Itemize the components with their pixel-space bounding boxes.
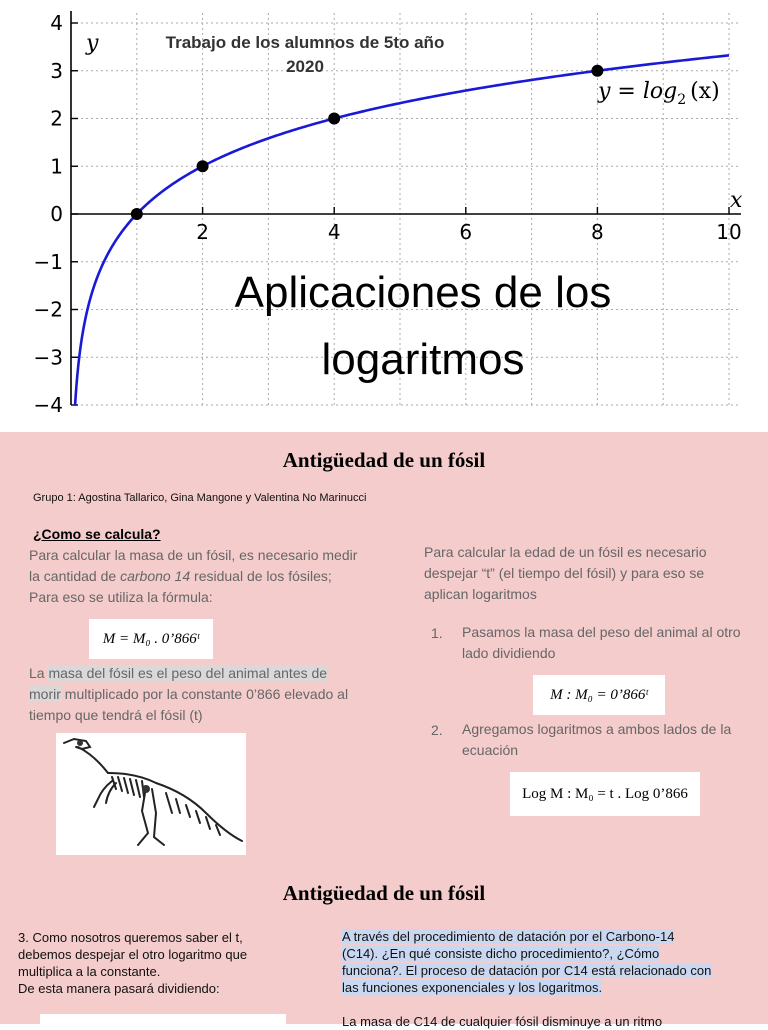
carbon14-highlight: A través del procedimiento de datación por el Carbono-14 (C14). ¿En qué consiste dicho procedimiento?, ¿Cómo funciona?. El proceso de datación por C14 está relacionado con las funciones exponenciales y los logaritmos.	[342, 929, 712, 995]
mass-paragraph	[29, 545, 359, 608]
mass-definition-a: La	[29, 665, 49, 681]
carbon14-paragraph-2: La masa de C14 de cualquier fósil disminuye a un ritmo	[342, 1014, 663, 1029]
group-members: Grupo 1: Agostina Tallarico, Gina Mangone y Valentina No Marinucci	[33, 492, 367, 504]
step3-line1: 3. Como nosotros queremos saber el t,	[18, 930, 243, 945]
curve-label-arg: (x)	[690, 79, 720, 104]
step3-line4: De esta manera pasará dividiendo:	[18, 981, 220, 996]
x-tick-label: 8	[591, 220, 604, 244]
x-tick-label: 4	[327, 220, 341, 244]
cover-title-line2: logaritmos	[321, 335, 525, 384]
y-axis-label: y	[86, 31, 99, 56]
curve-label	[597, 79, 720, 108]
step2-text: Agregamos logaritmos a ambos lados de la ecuación	[462, 721, 732, 758]
chart-point	[591, 65, 603, 77]
y-tick-label: 2	[50, 106, 63, 131]
mass-paragraph-b: residual de los fósiles; Para eso se utiliza la fórmula:	[29, 568, 332, 605]
formula-log: Log M : M₀ = t . Log 0’866	[510, 772, 700, 816]
y-tick-label: 4	[50, 11, 63, 35]
cover-title-line1: Aplicaciones de los	[234, 268, 612, 317]
section-heading: ¿Como se calcula?	[33, 526, 161, 542]
chart-point	[131, 208, 143, 220]
formula-mass: M = M₀ . 0’866ᵗ	[89, 619, 213, 659]
y-tick-label: −3	[33, 345, 63, 370]
y-tick-label: −1	[33, 249, 63, 274]
dinosaur-skeleton-image	[56, 733, 246, 855]
y-tick-label: 1	[50, 154, 63, 179]
curve-label-base: 2	[677, 92, 687, 108]
slide3-title: Antigüedad de un fósil	[282, 881, 486, 905]
y-tick-label: 0	[50, 202, 63, 226]
mass-definition-b: multiplicado por la constante 0’866 elevado al tiempo que tendrá el fósil (t)	[29, 686, 349, 723]
x-tick-label: 10	[716, 220, 742, 244]
age-paragraph: Para calcular la edad de un fósil es necesario despejar “t” (el tiempo del fósil) y para eso se aplican logaritmos	[424, 544, 707, 602]
slide2-title: Antigüedad de un fósil	[282, 448, 486, 472]
mass-definition-highlight: masa del fósil es el peso del animal antes de morir	[29, 665, 328, 702]
formula-divided: M : M₀ = 0’866ᵗ	[533, 675, 665, 715]
chart-point	[328, 113, 340, 125]
y-tick-label: −2	[33, 297, 63, 322]
fossil-age-slide-1	[0, 432, 768, 862]
chart-points	[131, 65, 604, 220]
step3-line2: debemos despejar el otro logaritmo que	[18, 947, 248, 962]
x-tick-label: 6	[459, 220, 473, 244]
step1-text: Pasamos la masa del peso del animal al otro lado dividiendo	[462, 624, 741, 661]
cover-subtitle-line1: Trabajo de los alumnos de 5to año	[165, 33, 445, 52]
slide3-formula-box	[40, 1014, 286, 1028]
x-tick-label: 2	[196, 220, 209, 244]
curve-label-prefix: y = log	[598, 79, 678, 104]
cover-subtitle-line2: 2020	[286, 57, 324, 76]
y-tick-label: 3	[50, 58, 63, 83]
x-axis-label: x	[730, 188, 743, 213]
step1-number: 1.	[431, 625, 443, 641]
chart-point	[197, 160, 209, 172]
mass-paragraph-a: Para calcular la masa de un fósil, es necesario medir la cantidad de	[29, 547, 358, 584]
mass-paragraph-em: carbono 14	[120, 568, 191, 584]
cover-slide	[0, 0, 768, 420]
y-tick-label: −4	[33, 393, 63, 417]
x-tick-labels	[196, 220, 741, 244]
step3-line3: multiplica a la constante.	[18, 964, 161, 979]
step2-number: 2.	[431, 722, 443, 738]
carbon14-paragraph	[342, 928, 712, 996]
mass-definition	[29, 663, 359, 726]
fossil-age-slide-2	[0, 862, 768, 1029]
